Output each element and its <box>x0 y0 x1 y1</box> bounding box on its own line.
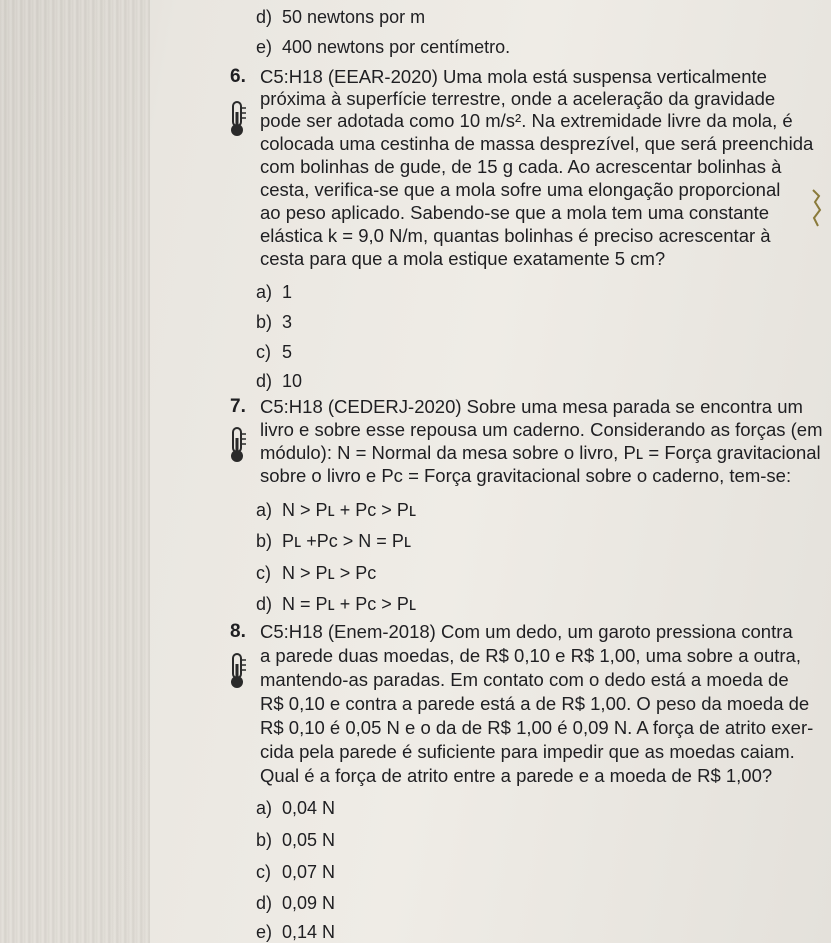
thermometer-icon <box>226 652 248 690</box>
question-6-number: 6. <box>230 66 246 87</box>
q7-line-4: sobre o livro e Pᴄ = Força gravitacional sobre o caderno, tem-se: <box>260 465 792 486</box>
q6-line-7: ao peso aplicado. Sabendo-se que a mola tem uma constante <box>260 202 770 223</box>
q6-line-9: cesta para que a mola estique exatamente 5 cm? <box>260 248 666 269</box>
q6-line-6: cesta, verifica-se que a mola sofre uma elongação proporcional <box>260 179 781 200</box>
q7-option-c: c) N > Pʟ > Pᴄ <box>256 563 377 583</box>
prev-option-d: d) 50 newtons por m <box>256 7 426 27</box>
question-8-number: 8. <box>230 621 246 642</box>
q6-line-2: próxima à superfície terrestre, onde a aceleração da gravidade <box>260 88 776 109</box>
q8-option-c: c) 0,07 N <box>256 862 336 882</box>
q8-line-1: C5:H18 (Enem-2018) Com um dedo, um garoto pressiona contra <box>260 621 793 642</box>
q6-line-8: elástica k = 9,0 N/m, quantas bolinhas é preciso acrescentar à <box>260 225 771 246</box>
question-7-number: 7. <box>230 396 246 417</box>
q6-option-c: c) 5 <box>256 342 293 362</box>
q7-option-a: a) N > Pʟ + Pᴄ > Pʟ <box>256 500 417 520</box>
q6-option-d: d) 10 <box>256 371 303 391</box>
q8-option-b: b) 0,05 N <box>256 830 336 850</box>
q7-line-1: C5:H18 (CEDERJ-2020) Sobre uma mesa parada se encontra um <box>260 396 803 417</box>
q8-line-3: mantendo-as paradas. Em contato com o dedo está a moeda de <box>260 669 789 690</box>
q7-line-2: livro e sobre esse repousa um caderno. Considerando as forças (em <box>260 419 823 440</box>
q8-line-2: a parede duas moedas, de R$ 0,10 e R$ 1,00, uma sobre a outra, <box>260 645 801 666</box>
margin-marker-icon <box>809 188 823 228</box>
q7-option-b: b) Pʟ +Pᴄ > N = Pʟ <box>256 531 412 551</box>
q7-line-3: módulo): N = Normal da mesa sobre o livro, Pʟ = Força gravitacional <box>260 442 821 463</box>
q6-line-1: C5:H18 (EEAR-2020) Uma mola está suspensa verticalmente <box>260 66 767 87</box>
q8-line-6: cida pela parede é suficiente para impedir que as moedas caiam. <box>260 741 795 762</box>
q6-option-b: b) 3 <box>256 312 293 332</box>
q6-option-a: a) 1 <box>256 282 293 302</box>
q8-option-e: e) 0,14 N <box>256 922 336 942</box>
q7-option-d: d) N = Pʟ + Pᴄ > Pʟ <box>256 594 417 614</box>
prev-option-e: e) 400 newtons por centímetro. <box>256 37 511 57</box>
q6-line-4: colocada uma cestinha de massa desprezível, que será preenchida <box>260 133 814 154</box>
q6-line-5: com bolinhas de gude, de 15 g cada. Ao acrescentar bolinhas à <box>260 156 782 177</box>
thermometer-icon <box>226 100 248 138</box>
q8-line-5: R$ 0,10 é 0,05 N e o da de R$ 1,00 é 0,09 N. A força de atrito exer- <box>260 717 814 738</box>
q8-option-a: a) 0,04 N <box>256 798 336 818</box>
q6-line-3: pode ser adotada como 10 m/s². Na extremidade livre da mola, é <box>260 110 793 131</box>
thermometer-icon <box>226 426 248 464</box>
q8-option-d: d) 0,09 N <box>256 893 336 913</box>
q8-line-4: R$ 0,10 e contra a parede está a de R$ 1,00. O peso da moeda de <box>260 693 810 714</box>
q8-line-7: Qual é a força de atrito entre a parede e a moeda de R$ 1,00? <box>260 765 773 786</box>
